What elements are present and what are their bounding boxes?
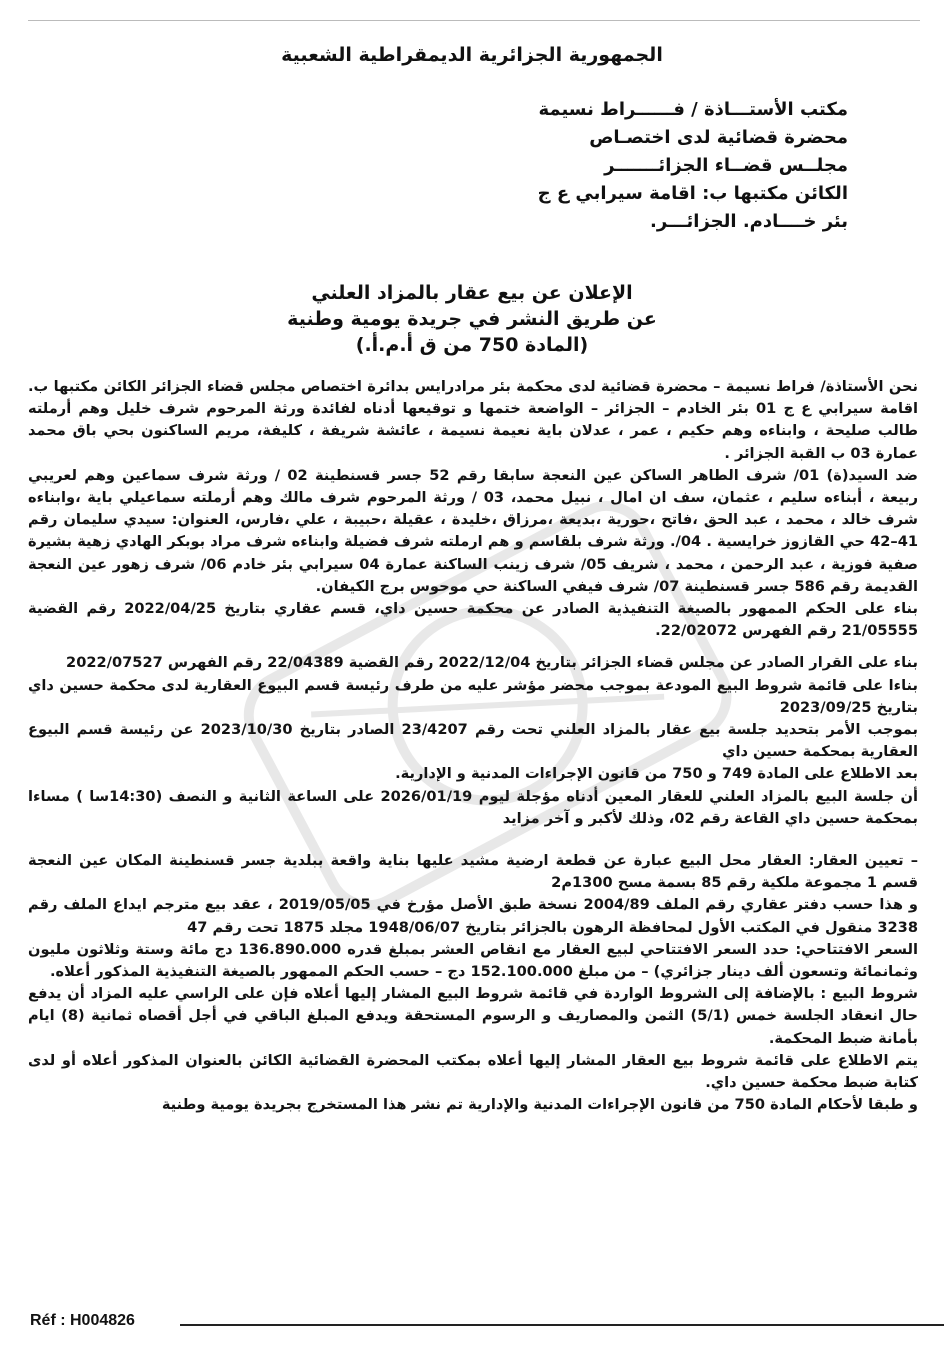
office-line: محضرة قضائية لدى اختصـاص — [589, 127, 848, 148]
body-paragraph: بناء على القرار الصادر عن مجلس قضاء الجزائر بتاريخ 2022/12/04 رقم القضية 22/04389 رقم الفهرس 2022/07527 — [66, 654, 918, 672]
announcement-title-line2: عن طريق النشر في جريدة يومية وطنية — [287, 308, 657, 330]
office-line: مكتب الأستـــاذة / فــــــراط نسيمة — [538, 99, 848, 120]
footer-rule — [180, 1324, 944, 1326]
body-paragraph: – تعيين العقار: العقار محل البيع عبارة عن قطعة ارضية مشيد عليها بناية واقعة ببلدية جسر قسنطينة المكان عين النعجة قسم 1 مجموعة ملكية رقم 85 بسمة مسح 1300م2 — [28, 852, 918, 892]
body-paragraph: و هذا حسب دفتر عقاري رقم الملف 2004/89 نسخة طبق الأصل مؤرخ في 2019/05/05 ، عقد بيع مترجم ايداع الملف رقم 3238 منقول في المكتب الأول لمحافظة الرهون بالجزائر بتاريخ 1948/06/07 مجلد 1875 تحت رقم 47 — [28, 896, 918, 936]
office-line: الكائن مكتبها ب: اقامة سيرابي ع ج — [537, 183, 848, 204]
paragraph-spacer — [28, 642, 918, 652]
bailiff-office-block — [288, 96, 848, 236]
body-paragraph: شروط البيع : بالإضافة إلى الشروط الواردة في قائمة شروط البيع المشار إليها أعلاه فإن على الراسي عليه المزاد أن يدفع حال انعقاد الجلسة خمس (5/1) الثمن والمصاريف و الرسوم المستحقة ويدفع المبلغ الباقي في أجل أقصاه ثمانية (8) ايام بأمانة ضبط المحكمة. — [28, 985, 918, 1047]
body-paragraph: يتم الاطلاع على قائمة شروط بيع العقار المشار إليها أعلاه بمكتب المحضرة القضائية الكائن بالعنوان المذكور أعلاه أو لدى كتابة ضبط محكمة حسين داي. — [28, 1051, 918, 1092]
republic-heading: الجمهورية الجزائرية الديمقراطية الشعبية — [281, 44, 663, 66]
announcement-body — [28, 376, 918, 1117]
announcement-title — [0, 280, 944, 358]
body-paragraph: بموجب الأمر بتحديد جلسة بيع عقار بالمزاد العلني تحت رقم 23/4207 الصادر بتاريخ 2023/10/30 عن رئيسة قسم البيوع العقارية بمحكمة حسين داي — [28, 721, 918, 761]
paragraph-spacer — [28, 830, 918, 850]
office-line: بئر خــــادم. الجزائـــر. — [650, 211, 848, 232]
body-paragraph: بناء على الحكم الممهور بالصيغة التنفيذية الصادر عن محكمة حسين داي، قسم عقاري بتاريخ 2022/04/25 رقم القضية 21/05555 رقم الفهرس 22/02072. — [28, 600, 918, 640]
announcement-article: (المادة 750 من ق أ.م.أ.) — [355, 334, 589, 356]
body-paragraph: أن جلسة البيع بالمزاد العلني للعقار المعين أدناه مؤجلة ليوم 2026/01/19 على الساعة الثانية و النصف (14:30سا ) مساءا بمحكمة حسين داي القاعة رقم 02، وذلك لأكبر و آخر مزايد — [28, 787, 918, 827]
body-paragraph: و طبقا لأحكام المادة 750 من قانون الإجراءات المدنية والإدارية تم نشر هذا المستخرج بجريدة يومية وطنية — [161, 1096, 918, 1114]
body-paragraph: بعد الاطلاع على المادة 749 و 750 من قانون الإجراءات المدنية و الإدارية. — [395, 765, 918, 783]
body-paragraph: ضد السيد(ة) 01/ شرف الطاهر الساكن عين النعجة سابقا رقم 52 جسر قسنطينة 02 / ورثة شرف سماعين وهم لعريبي ربيعة ، أبناءه سليم ، عثمان، سف ان امال ، نبيل محمد، 03 / ورثة المرحوم شرف مالك وهم أرملته سماعيلي باية ،وابناءه شرف خالد ، محمد ، عبد الحق ،فاتح ،حورية ،بديعة ،مرزاق ،خليدة ، عقيلة ،حبيبة ، علي ،فارس، العنوان: سيدي سليمان رقم 41–42 حي القازوز خرايسية . 04/. ورثة شرف بلقاسم و هم ارملته شرف فضيلة وابناءه شرف مراد بوبكر الهادي زهية بشيرة صفية فوزية ، عبد الرحمن ، محمد ، شريف 05/ شرف زينب الساكنة عمارة 04 سيرابي بئر خادم 06/ شرف زهور عين النعجة القديمة رقم 586 جسر قسنطينة 07/ شرف فيفي الساكنة حي موحوس برج الكيفان. — [28, 466, 919, 595]
reference-number: Réf : H004826 — [30, 1312, 143, 1330]
announcement-title-line1: الإعلان عن بيع عقار بالمزاد العلني — [311, 282, 633, 304]
body-paragraph: بناءا على قائمة شروط البيع المودعة بموجب محضر مؤشر عليه من طرف رئيسة قسم البيوع العقارية لدى محكمة حسين داي بتاريخ 2023/09/25 — [28, 676, 918, 716]
body-paragraph: نحن الأستاذة/ فراط نسيمة – محضرة قضائية لدى محكمة بئر مرادرايس بدائرة اختصاص مجلس قضاء الجزائر الكائن مكتبها ب. اقامة سيرابي ع ج 01 بئر الخادم – الجزائر – الواضعة ختمها و توقيعها أدناه لفائدة ورثة المرحوم شرف خليل وهم أرملته طالب صليحة ، وابناءه وهم حكيم ، عمر ، عدلان باية نعيمة نسيمة ، عائشة شريفة ، كليفة، مريم الساكنون بحي باق محمد عمارة 03 ب القبة الجزائر . — [28, 378, 918, 462]
body-paragraph: السعر الافتتاحي: حدد السعر الافتتاحي لبيع العقار مع انقاص العشر بمبلغ قدره 136.890.000 دج مائة وستة وثلاثون مليون وثمانمائة وتسعون ألف دينار جزائري) – من مبلغ 152.100.000 دج – حسب الحكم الممهور بالصيغة التنفيذية المذكور أعلاه. — [28, 940, 918, 981]
reference-footer — [0, 1312, 944, 1338]
office-line: مجلــس قضــاء الجزائـــــــر — [604, 155, 848, 176]
